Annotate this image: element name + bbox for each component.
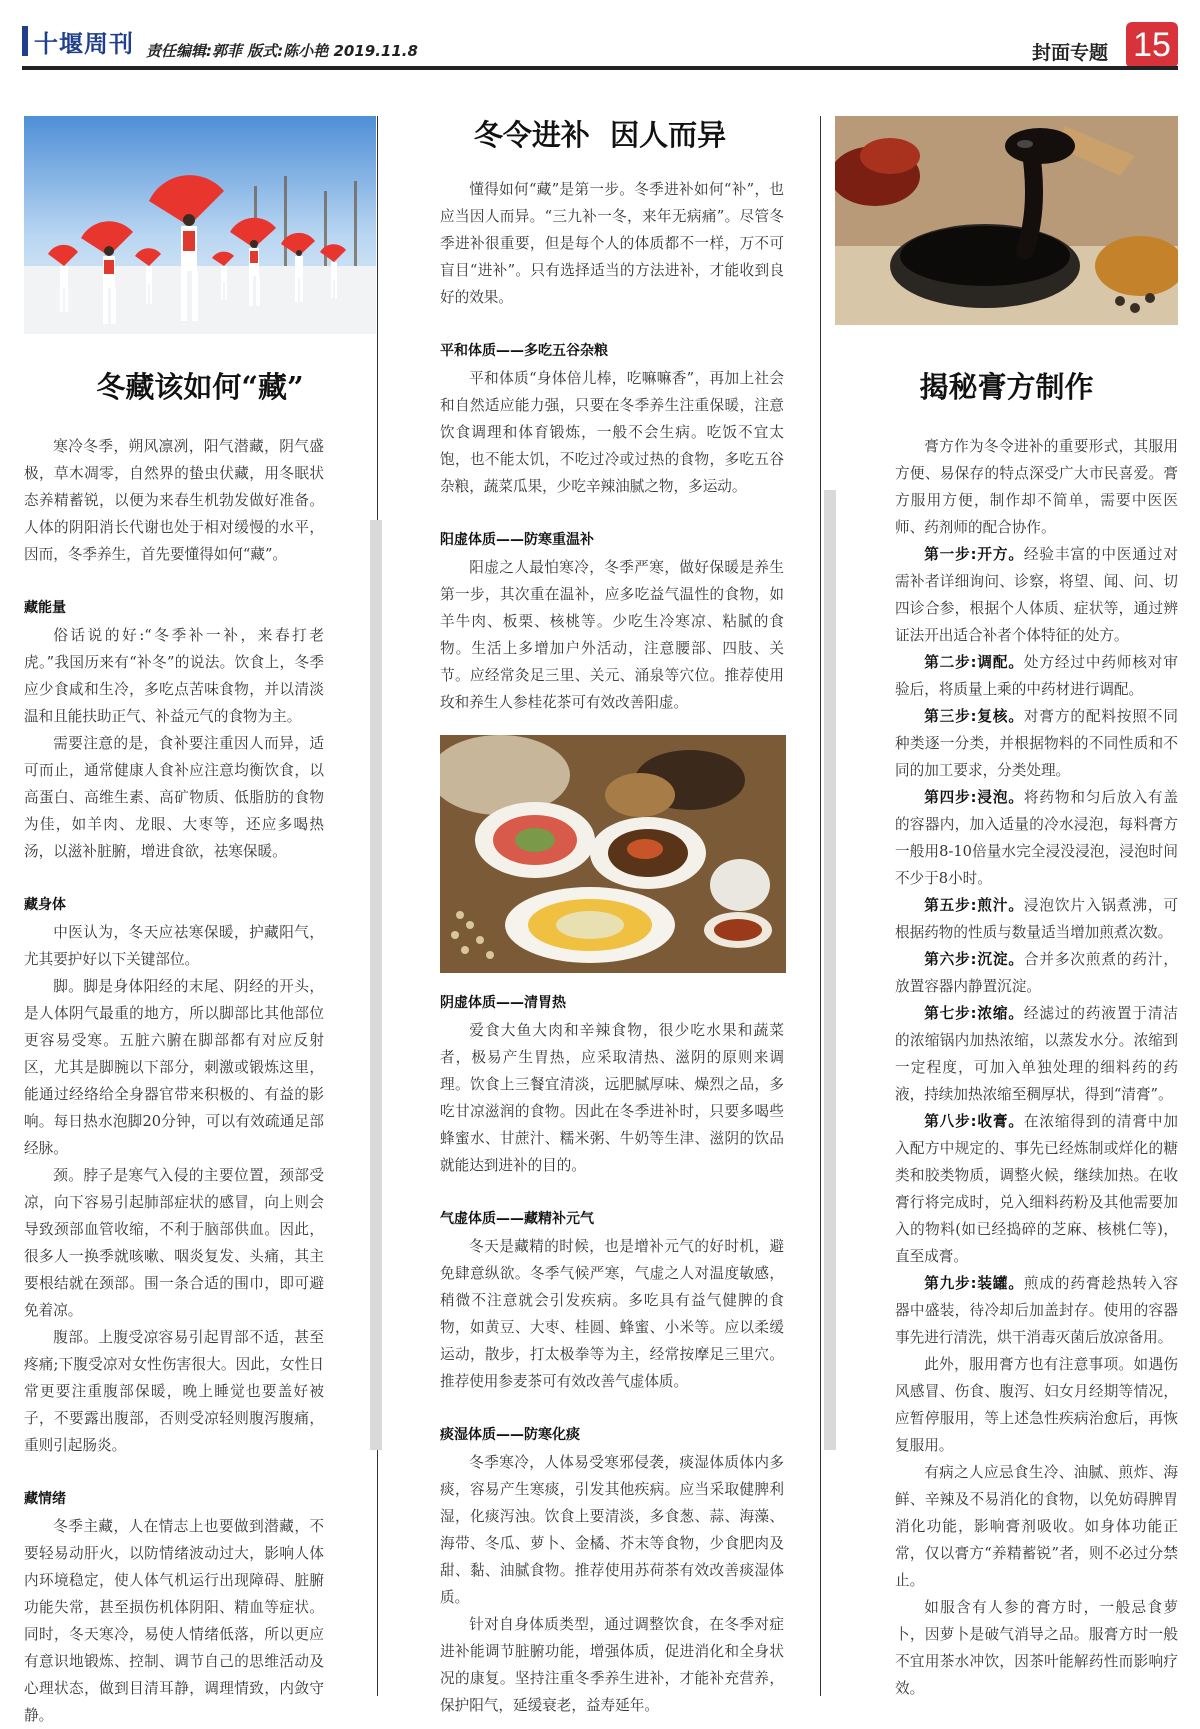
step-label: 第九步:装罐。	[924, 1275, 1024, 1292]
left-subhead-body: 藏身体	[24, 897, 66, 913]
masthead-title: 十堰周刊	[34, 29, 134, 58]
step-item	[895, 1270, 1178, 1351]
step-text: 对膏方的配料按照不同种类逐一分类，并根据物料的不同性质和不同的加工要求，分类处理。	[895, 708, 1178, 779]
step-text: 经滤过的药液置于清洁的浓缩锅内加热浓缩，以蒸发水分。浓缩到一定程度，可加入单独处理的细料药的药液，持续加热浓缩至稠厚状，得到“清膏”。	[895, 1005, 1178, 1103]
step-text: 处方经过中药师核对审验后，将质量上乘的中药材进行调配。	[895, 654, 1178, 698]
left-para: 冬季主藏，人在情志上也要做到潜藏，不要轻易动肝火，以防情绪波动过大，影响人体内环境稳定，使人体气机运行出现障碍、脏腑功能失常，甚至损伤机体阴阳、精血等症状。同时，冬天寒冷，易使人情绪低落，所以更应有意识地锻炼、控制、调节自己的思维活动及心理状态，做到目清耳静，调理情致，内敛守静。	[24, 1518, 324, 1724]
right-headline: 揭秘膏方制作	[919, 370, 1094, 404]
left-headline: 冬藏该如何“藏”	[96, 370, 304, 404]
step-text: 将药物和匀后放入有盖的容器内，加入适量的冷水浸泡，每料膏方一般用8-10倍量水完全浸没浸泡，浸泡时间不少于8小时。	[895, 789, 1178, 887]
gray-bar-left	[370, 520, 382, 1450]
middle-subhead-tanshi: 痰湿体质——防寒化痰	[440, 1427, 580, 1443]
step-label: 第二步:调配。	[924, 654, 1024, 671]
step-item	[895, 703, 1178, 784]
step-label: 第五步:煎汁。	[924, 897, 1024, 914]
step-text: 合并多次煎煮的药汁，放置容器内静置沉淀。	[895, 951, 1178, 995]
step-text: 经验丰富的中医通过对需补者详细询问、诊察，将望、闻、问、切四诊合参，根据个人体质、症状等，通过辨证法开出适合补者个体特征的处方。	[895, 546, 1178, 644]
middle-subhead-yangxu: 阳虚体质——防寒重温补	[440, 532, 594, 548]
left-para: 俗话说的好:“冬季补一补，来春打老虎。”我国历来有“补冬”的说法。饮食上，冬季应少食咸和生冷，多吃点苦味食物，并以清淡温和且能扶助正气、补益元气的食物为主。	[24, 627, 324, 725]
left-subhead-energy: 藏能量	[24, 600, 66, 616]
editor-info: 责任编辑:郭菲 版式:陈小艳 2019.11.8	[146, 42, 418, 60]
middle-para: 爱食大鱼大肉和辛辣食物，很少吃水果和蔬菜者，极易产生胃热，应采取清热、滋阴的原则来调理。饮食上三餐宜清淡，远肥腻厚味、燥烈之品，多吃甘凉滋润的食物。因此在冬季进补时，只要多喝些蜂蜜水、甘蔗汁、糯米粥、牛奶等生津、滋阴的饮品就能达到进补的目的。	[440, 1022, 784, 1174]
step-item	[895, 1108, 1178, 1270]
middle-article-bottom	[440, 990, 784, 1719]
left-para: 需要注意的是，食补要注重因人而异，适可而止，通常健康人食补应注意均衡饮食，以高蛋白、高维生素、高矿物质、低脂肪的食物为佳，如羊肉、龙眼、大枣等，还应多喝热汤，以滋补脏腑，增进食欲，祛寒保暖。	[24, 735, 324, 860]
middle-para: 阳虚之人最怕寒冷，冬季严寒，做好保暖是养生第一步，其次重在温补，应多吃益气温性的食物，如羊牛肉、板栗、核桃等。少吃生冷寒凉、粘腻的食物。生活上多增加户外活动，注意腰部、四肢、关节。应经常灸足三里、关元、涌泉等穴位。推荐使用玫和养生人参桂花茶可有效改善阳虚。	[440, 559, 784, 711]
middle-subhead-qixu: 气虚体质——藏精补元气	[440, 1211, 594, 1227]
step-label: 第一步:开方。	[924, 546, 1024, 563]
gray-bar-right	[824, 490, 836, 1450]
step-label: 第七步:浓缩。	[924, 1005, 1024, 1022]
middle-headline: 冬令进补 因人而异	[473, 118, 727, 152]
middle-para: 针对自身体质类型，通过调整饮食，在冬季对症进补能调节脏腑功能，增强体质，促进消化和全身状况的康复。坚持注重冬季养生进补，才能补充营养，保护阳气，延缓衰老，益寿延年。	[440, 1616, 784, 1714]
step-label: 第四步:浸泡。	[924, 789, 1024, 806]
photo-fan-dancers	[24, 116, 376, 334]
left-para: 脚。脚是身体阳经的末尾、阴经的开头，是人体阴气最重的地方，所以脚部比其他部位更容易受寒。五脏六腑在脚部都有对应反射区，尤其是脚腕以下部分，刺激或锻炼这里，能通过经络给全身器官带来积极的、有益的影响。每日热水泡脚20分钟，可以有效疏通足部经脉。	[24, 978, 324, 1157]
left-subhead-emotion: 藏情绪	[24, 1491, 66, 1507]
middle-para: 平和体质“身体倍儿棒，吃嘛嘛香”，再加上社会和自然适应能力强，只要在冬季养生注重保暖，注意饮食调理和体育锻炼，一般不会生病。吃饭不宜太饱，也不能太饥，不吃过冷或过热的食物，多吃五谷杂粮，蔬菜瓜果，少吃辛辣油腻之物，多运动。	[440, 370, 784, 495]
photo-herbal-paste	[835, 116, 1178, 325]
step-text: 在浓缩得到的清膏中加入配方中规定的、事先已经炼制或烊化的糖类和胶类物质，调整火候，继续加热。在收膏行将完成时，兑入细料药粉及其他需要加入的物料(如已经捣碎的芝麻、核桃仁等)，直至成膏。	[895, 1113, 1178, 1265]
left-para: 颈。脖子是寒气入侵的主要位置，颈部受凉，向下容易引起肺部症状的感冒，向上则会导致颈部血管收缩，不利于脑部供血。因此，很多人一换季就咳嗽、咽炎复发、头痛，其主要根结就在颈部。围一条合适的围巾，即可避免着凉。	[24, 1167, 324, 1319]
middle-para: 冬天是藏精的时候，也是增补元气的好时机，避免肆意纵欲。冬季气候严寒，气虚之人对温度敏感，稍微不注意就会引发疾病。多吃具有益气健脾的食物，如黄豆、大枣、桂圆、蜂蜜、小米等。应以柔缓运动，散步，打太极拳等为主，经常按摩足三里穴。推荐使用参麦茶可有效改善气虚体质。	[440, 1238, 784, 1390]
right-article	[895, 433, 1178, 1702]
step-item	[895, 1000, 1178, 1108]
photo-food-spread	[440, 735, 786, 973]
middle-article-top	[440, 176, 784, 716]
header-rule	[22, 66, 1178, 70]
masthead-bar	[22, 26, 28, 56]
section-label: 封面专题	[1032, 42, 1109, 64]
left-intro: 寒冷冬季，朔风凛冽，阳气潜藏，阴气盛极，草木凋零，自然界的蛰虫伏藏，用冬眠状态养精蓄锐，以便为来春生机勃发做好准备。人体的阴阳消长代谢也处于相对缓慢的水平，因而，冬季养生，首先要懂得如何“藏”。	[24, 438, 324, 563]
step-item	[895, 541, 1178, 649]
step-label: 第三步:复核。	[924, 708, 1024, 725]
step-text: 浸泡饮片入锅煮沸，可根据药物的性质与数量适当增加煎煮次数。	[895, 897, 1178, 941]
middle-para: 冬季寒冷，人体易受寒邪侵袭，痰湿体质体内多痰，容易产生寒痰，引发其他疾病。应当采取健脾利湿，化痰泻浊。饮食上要清淡，多食葱、蒜、海藻、海带、冬瓜、萝卜、金橘、芥末等食物，少食肥肉及甜、黏、油腻食物。推荐使用苏荷茶有效改善痰湿体质。	[440, 1454, 784, 1606]
middle-subhead-pinghe: 平和体质——多吃五谷杂粮	[440, 343, 608, 359]
middle-subhead-yinxu: 阴虚体质——清胃热	[440, 995, 566, 1011]
left-article	[24, 433, 324, 1729]
page-number-badge: 15	[1126, 22, 1178, 68]
step-item	[895, 784, 1178, 892]
left-para: 腹部。上腹受凉容易引起胃部不适，甚至疼痛;下腹受凉对女性伤害很大。因此，女性日常更要注重腹部保暖，晚上睡觉也要盖好被子，不要露出腹部，否则受凉轻则腹泻腹痛，重则引起肠炎。	[24, 1329, 324, 1454]
right-intro: 膏方作为冬令进补的重要形式，其服用方便、易保存的特点深受广大市民喜爱。膏方服用方便，制作却不简单，需要中医医师、药剂师的配合协作。	[895, 438, 1178, 536]
middle-intro: 懂得如何“藏”是第一步。冬季进补如何“补”，也应当因人而异。“三九补一冬，来年无病痛”。尽管冬季进补很重要，但是每个人的体质都不一样，万不可盲目“进补”。只有选择适当的方法进补，才能收到良好的效果。	[440, 181, 784, 306]
step-item	[895, 892, 1178, 946]
left-para: 中医认为，冬天应祛寒保暖，护藏阳气，尤其要护好以下关键部位。	[24, 924, 324, 968]
step-label: 第六步:沉淀。	[924, 951, 1024, 968]
right-para: 有病之人应忌食生冷、油腻、煎炸、海鲜、辛辣及不易消化的食物，以免妨碍脾胃消化功能，影响膏剂吸收。如身体功能正常，仅以膏方“养精蓄锐”者，则不必过分禁止。	[895, 1464, 1178, 1589]
right-para: 如服含有人参的膏方时，一般忌食萝卜，因萝卜是破气消导之品。服膏方时一般不宜用茶水冲饮，因茶叶能解药性而影响疗效。	[895, 1599, 1178, 1697]
right-para: 此外，服用膏方也有注意事项。如遇伤风感冒、伤食、腹泻、妇女月经期等情况，应暂停服用，等上述急性疾病治愈后，再恢复服用。	[895, 1356, 1178, 1454]
step-item	[895, 946, 1178, 1000]
step-label: 第八步:收膏。	[924, 1113, 1024, 1130]
column-divider-right	[820, 116, 821, 1696]
step-item	[895, 649, 1178, 703]
step-text: 煎成的药膏趁热转入容器中盛装，待冷却后加盖封存。使用的容器事先进行清洗，烘干消毒灭菌后放凉备用。	[895, 1275, 1178, 1346]
